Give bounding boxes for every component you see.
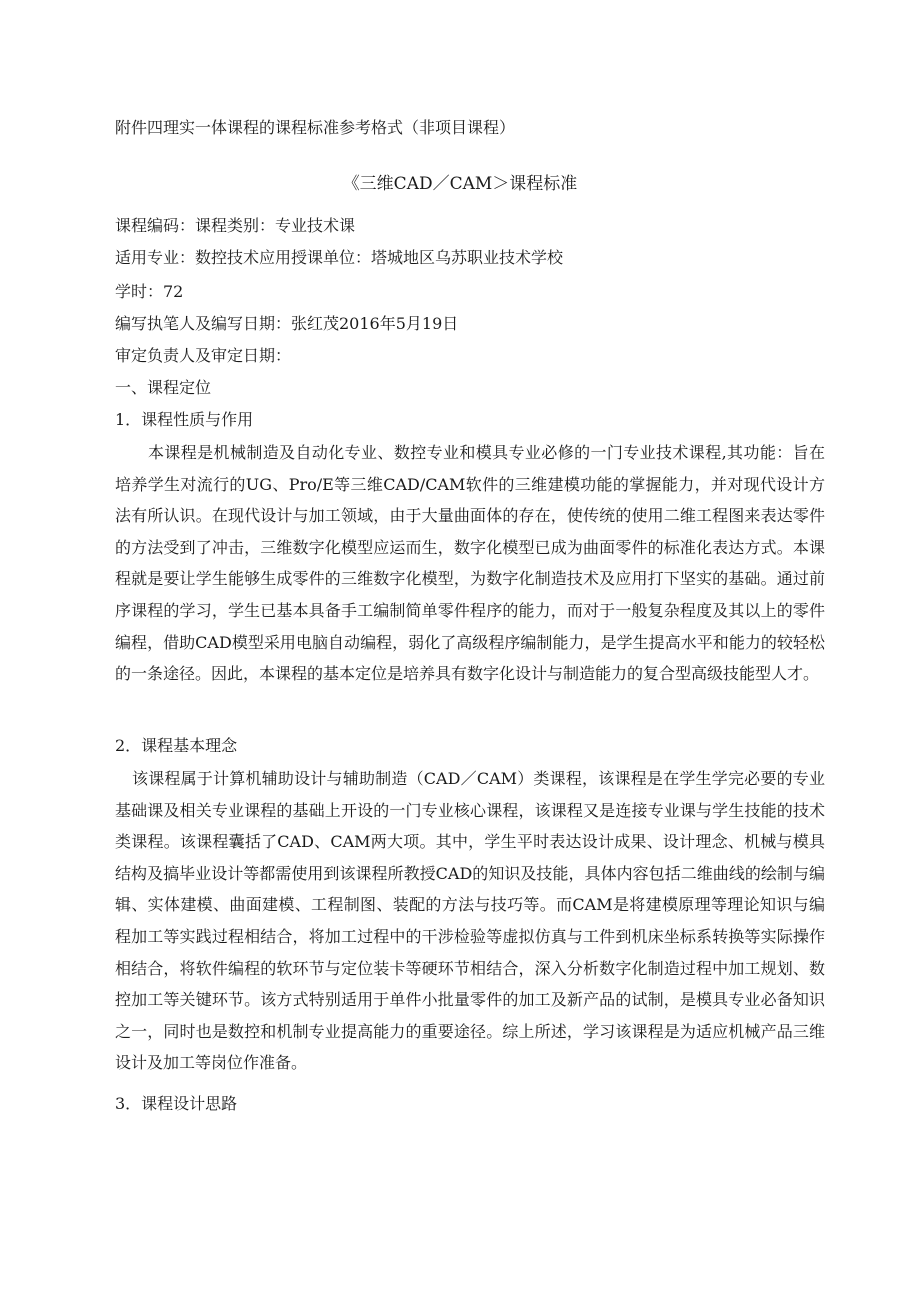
- author-line: 编写执笔人及编写日期：张红茂2016年5月19日: [115, 314, 459, 333]
- document-title: 《三维CAD／CAM＞课程标准: [342, 174, 578, 194]
- subsection-heading-3: 3．课程设计思路: [115, 1094, 238, 1113]
- subsection-heading-2: 2．课程基本理念: [115, 736, 238, 755]
- paragraph-course-nature: 本课程是机械制造及自动化专业、数控专业和模具专业必修的一门专业技术课程,其功能：旨在培养学生对流行的UG、Pro/E等三维CAD/CAM软件的三维建模功能的掌握能力，并对现代设计方法有所认识。在现代设计与加工领域，由于大量曲面体的存在，使传统的使用二维工程图来表达零件的方法受到了冲击，三维数字化模型应运而生，数字化模型已成为曲面零件的标准化表达方式。本课程就是要让学生能够生成零件的三维数字化模型，为数字化制造技术及应用打下坚实的基础。通过前序课程的学习，学生已基本具备手工编制简单零件程序的能力，而对于一般复杂程度及其以上的零件编程，借助CAD模型采用电脑自动编程，弱化了高级程序编制能力，是学生提高水平和能力的较轻松的一条途径。因此，本课程的基本定位是培养具有数字化设计与制造能力的复合型高级技能型人才。: [115, 443, 825, 684]
- paragraph-course-philosophy: 该课程属于计算机辅助设计与辅助制造（CAD／CAM）类课程，该课程是在学生学完必要的专业基础课及相关专业课程的基础上开设的一门专业核心课程，该课程又是连接专业课与学生技能的技术类课程。该课程囊括了CAD、CAM两大项。其中，学生平时表达设计成果、设计理念、机械与模具结构及搞毕业设计等都需使用到该课程所教授CAD的知识及技能，具体内容包括二维曲线的绘制与编辑、实体建模、曲面建模、工程制图、装配的方法与技巧等。而CAM是将建模原理等理论知识与编程加工等实践过程相结合，将加工过程中的干涉检验等虚拟仿真与工件到机床坐标系转换等实际操作相结合，将软件编程的软环节与定位装卡等硬环节相结合，深入分析数字化制造过程中加工规划、数控加工等关键环节。该方式特别适用于单件小批量零件的加工及新产品的试制，是模具专业必备知识之一，同时也是数控和机制专业提高能力的重要途径。综上所述，学习该课程是为适应机械产品三维设计及加工等岗位作准备。: [115, 769, 825, 1073]
- major-line: 适用专业：数控技术应用授课单位：塔城地区乌苏职业技术学校: [115, 248, 564, 267]
- annex-heading: 附件四理实一体课程的课程标准参考格式（非项目课程）: [115, 118, 516, 137]
- reviewer-line: 审定负责人及审定日期：: [115, 346, 292, 365]
- section-heading: 一、课程定位: [115, 378, 212, 397]
- subsection-heading-1: 1．课程性质与作用: [115, 410, 254, 429]
- hours-line: 学时：72: [115, 282, 184, 301]
- course-code-line: 课程编码：课程类别：专业技术课: [115, 216, 356, 235]
